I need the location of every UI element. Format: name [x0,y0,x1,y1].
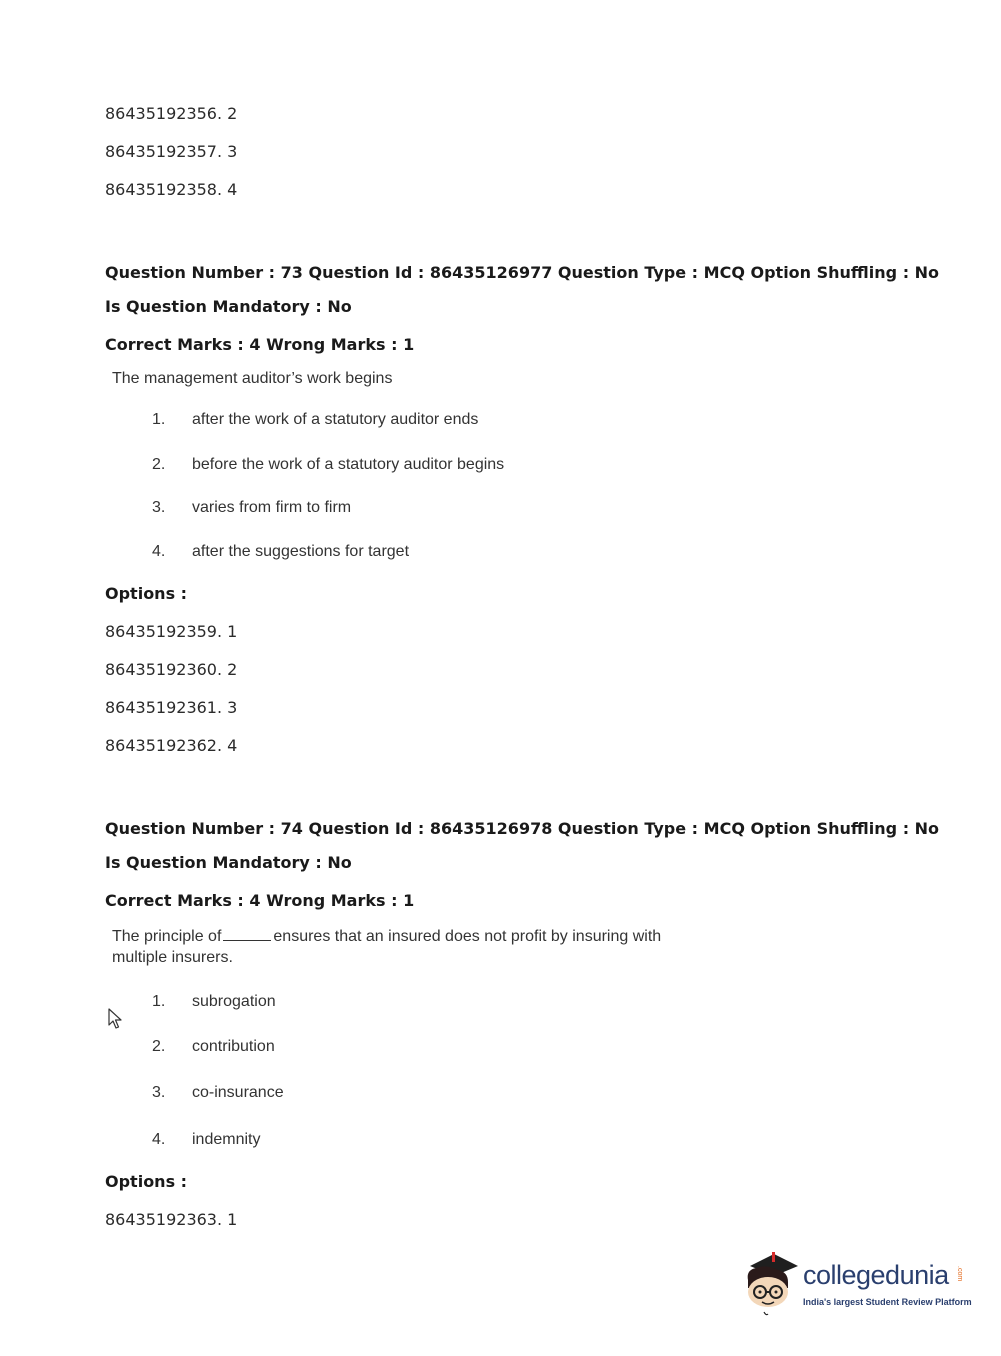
choice-text: after the suggestions for target [192,543,410,560]
question-73-text: The management auditor’s work begins [112,370,393,387]
question-74-mandatory: Is Question Mandatory : No [105,853,352,872]
option-id-line: 86435192361. 3 [105,698,238,717]
choice-text: before the work of a statutory auditor begins [192,456,505,473]
option-id-line: 86435192362. 4 [105,736,238,755]
collegedunia-logo[interactable] [742,1248,972,1320]
choice-text: indemnity [192,1131,261,1148]
option-id-line: 86435192357. 3 [105,142,238,161]
question-73-options-label: Options : [105,584,188,603]
choice-text: varies from firm to firm [192,499,352,516]
choice-number: 4. [152,1131,166,1148]
choice-text: after the work of a statutory auditor ends [192,411,479,428]
choice-number: 3. [152,1084,166,1101]
option-id-line: 86435192360. 2 [105,660,238,679]
option-id-line: 86435192356. 2 [105,104,238,123]
choice-number: 2. [152,1038,166,1055]
choice-text: subrogation [192,993,276,1010]
question-73-mandatory: Is Question Mandatory : No [105,297,352,316]
logo-tagline: India's largest Student Review Platform [803,1297,972,1307]
choice-text: contribution [192,1038,275,1055]
question-73-header: Question Number : 73 Question Id : 86435126977 Question Type : MCQ Option Shuffling : No [105,263,940,282]
choice-text: co-insurance [192,1084,284,1101]
question-74-text [112,926,661,968]
question-74-marks: Correct Marks : 4 Wrong Marks : 1 [105,891,415,910]
choice-number: 1. [152,411,166,428]
option-id-line: 86435192363. 1 [105,1210,238,1229]
option-id-line: 86435192358. 4 [105,180,238,199]
question-74-header: Question Number : 74 Question Id : 86435126978 Question Type : MCQ Option Shuffling : No [105,819,940,838]
option-id-line: 86435192359. 1 [105,622,238,641]
choice-number: 3. [152,499,166,516]
question-74-text-part1: The principle of [112,928,222,945]
question-74-options-label: Options : [105,1172,188,1191]
question-73-marks: Correct Marks : 4 Wrong Marks : 1 [105,335,415,354]
fill-in-blank [223,926,271,941]
question-74-text-line2: multiple insurers. [112,949,233,966]
question-74-text-part2: ensures that an insured does not profit by insuring with [273,928,662,945]
choice-number: 2. [152,456,166,473]
choice-number: 4. [152,543,166,560]
logo-com-suffix: .com [956,1266,963,1282]
choice-number: 1. [152,993,166,1010]
logo-wordmark: collegedunia [803,1260,949,1290]
mascot-icon [742,1248,802,1318]
mouse-pointer-icon [108,1008,124,1030]
